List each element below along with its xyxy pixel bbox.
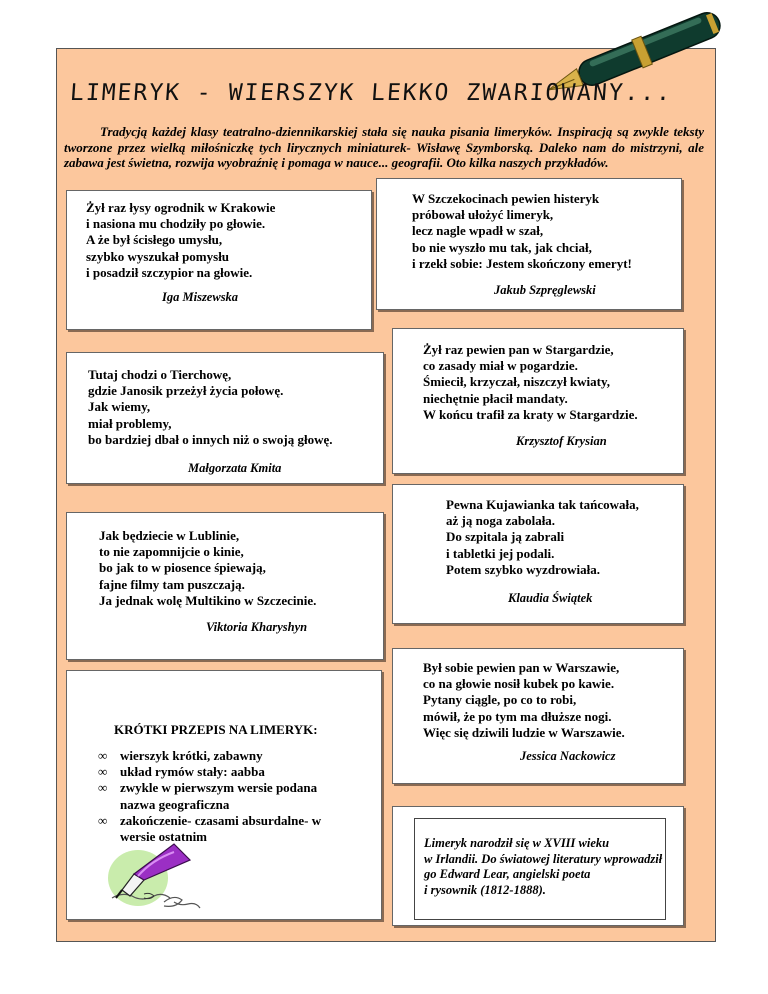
list-item <box>98 780 354 812</box>
infinity-bullet-icon: ∞ <box>98 764 108 780</box>
poem-author-5: Viktoria Kharyshyn <box>206 620 308 634</box>
writing-hand-pen-icon <box>104 838 214 914</box>
recipe-item-text: wierszyk krótki, zabawny <box>120 748 263 763</box>
poem-text-4: Żył raz pewien pan w Stargardzie, co zasady miał w pogardzie. Śmiecił, krzyczał, niszczył kwiaty, niechętnie płacił mandaty. W końcu trafił za kraty w Stargardzie. <box>423 342 638 422</box>
recipe-item-text: zwykle w pierwszym wersie podana nazwa geograficzna <box>120 780 318 812</box>
poem-author-1: Iga Miszewska <box>162 290 239 304</box>
poem-author-4: Krzysztof Krysian <box>516 434 607 448</box>
poem-text-1: Żył raz łysy ogrodnik w Krakowie i nasiona mu chodziły po głowie. A że był ścisłego umysłu, szybko wyszukał pomysłu i posadził szczypior na głowie. <box>86 200 276 280</box>
history-text: Limeryk narodził się w XVIII wieku w Irlandii. Do światowej literatury wprowadził go Edward Lear, angielski poeta i rysownik (1812-1888). <box>424 836 663 897</box>
recipe-title: KRÓTKI PRZEPIS NA LIMERYK: <box>114 722 318 737</box>
page-title: LIMERYK - WIERSZYK LEKKO ZWARIOWANY... <box>69 80 674 106</box>
poem-author-6: Klaudia Świątek <box>508 591 593 605</box>
poem-text-3: Tutaj chodzi o Tierchowę, gdzie Janosik przeżył życia połowę. Jak wiemy, miał problemy, bo bardziej dbał o innych niż o swoją głowę. <box>88 367 333 447</box>
infinity-bullet-icon: ∞ <box>98 748 108 763</box>
poem-text-2: W Szczekocinach pewien histeryk próbował ułożyć limeryk, lecz nagle wpadł w szał, bo nie wyszło mu tak, jak chciał, i rzekł sobie: Jestem skończony emeryt! <box>412 191 632 271</box>
intro-paragraph: Tradycją każdej klasy teatralno-dziennikarskiej stała się nauka pisania limeryków. Inspiracją są zwykle teksty tworzone przez wielką miłośniczkę tych lirycznych miniaturek- Wisławę Szymborską. Daleko nam do mistrzyni, ale zabawa jest świetna, rozwija wyobraźnię i pomaga w nauce... geografii. Oto kilka naszych przykładów. <box>64 124 704 170</box>
poem-text-6: Pewna Kujawianka tak tańcowała, aż ją noga zabolała. Do szpitala ją zabrali i tabletki jej podali. Potem szybko wyzdrowiała. <box>446 497 639 577</box>
list-item <box>98 764 354 780</box>
poem-author-7: Jessica Nackowicz <box>520 749 616 763</box>
poem-text-5: Jak będziecie w Lublinie, to nie zapomnijcie o kinie, bo jak to w piosence śpiewają, fajne filmy tam puszczają. Ja jednak wolę Multikino w Szczecinie. <box>99 528 317 608</box>
poem-text-7: Był sobie pewien pan w Warszawie, co na głowie nosił kubek po kawie. Pytany ciągle, po co to robi, mówił, że po tym ma dłuższe nogi. Więc się dziwili ludzie w Warszawie. <box>423 660 625 740</box>
infinity-bullet-icon: ∞ <box>98 780 108 796</box>
recipe-list <box>98 748 354 845</box>
recipe-item-text: układ rymów stały: aabba <box>120 764 265 780</box>
poem-author-2: Jakub Szpręglewski <box>494 283 596 297</box>
recipe-item-text: zakończenie- czasami absurdalne- w wersie ostatnim <box>120 812 322 845</box>
infinity-bullet-icon: ∞ <box>98 812 108 828</box>
poem-author-3: Małgorzata Kmita <box>188 461 282 475</box>
list-item <box>98 748 354 764</box>
